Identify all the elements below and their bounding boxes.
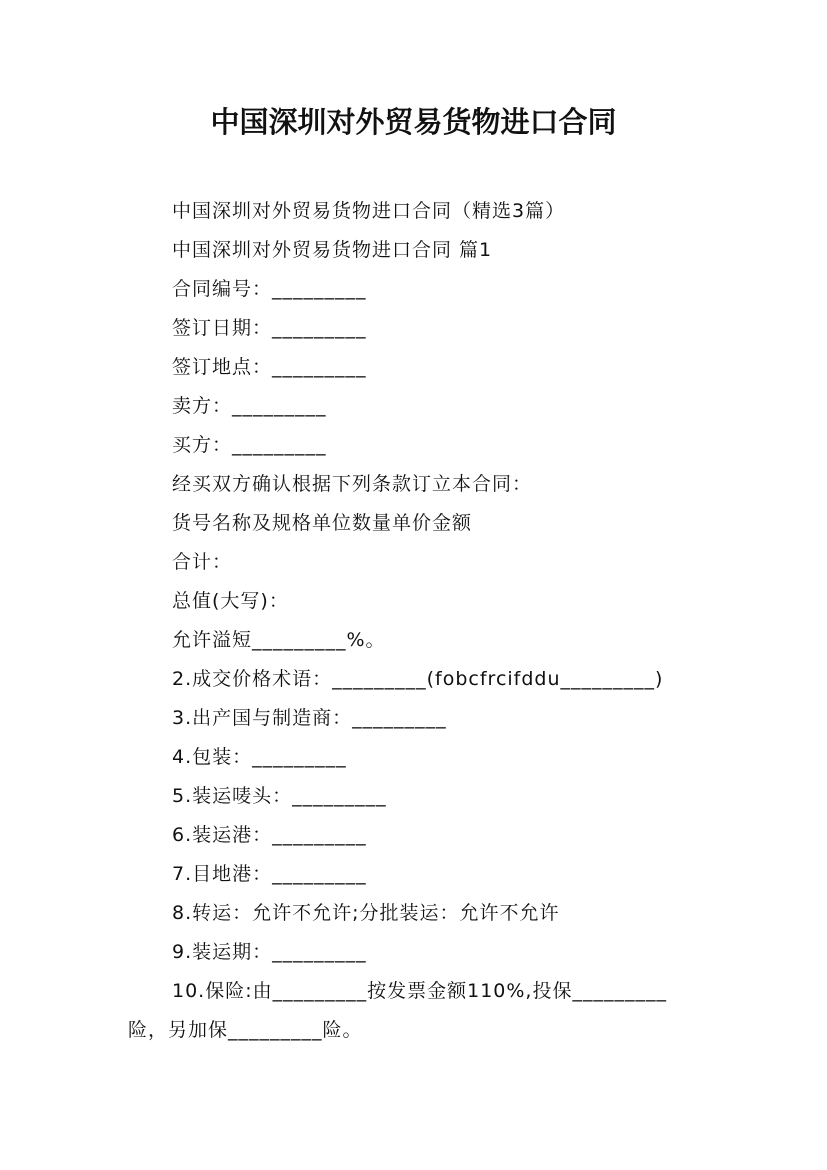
text-line-goods-header: 货号名称及规格单位数量单价金额 [172, 512, 473, 534]
text-line-total-words: 总值(大写)： [172, 590, 289, 612]
text-line-insurance-cont: 险，另加保_________险。 [128, 1019, 363, 1041]
document-title: 中国深圳对外贸易货物进口合同 [210, 105, 617, 139]
text-line-subtitle: 中国深圳对外贸易货物进口合同（精选3篇） [172, 200, 566, 222]
text-line-sign-date: 签订日期：_________ [172, 317, 367, 339]
text-line-sign-place: 签订地点：_________ [172, 356, 367, 378]
text-line-contract-no: 合同编号：_________ [172, 278, 367, 300]
text-line-marks: 5.装运唛头：_________ [172, 785, 387, 807]
text-line-total: 合计： [172, 551, 233, 573]
text-line-section: 中国深圳对外贸易货物进口合同 篇1 [172, 239, 493, 261]
text-line-packing: 4.包装：_________ [172, 746, 347, 768]
text-line-price-terms: 2.成交价格术语：_________(fobcfrcifddu_________) [172, 668, 664, 690]
text-line-buyer: 买方：_________ [172, 434, 327, 456]
text-line-agreement: 经买双方确认根据下列条款订立本合同： [172, 473, 533, 495]
text-line-shipment-time: 9.装运期：_________ [172, 941, 367, 963]
text-line-destination-port: 7.目地港：_________ [172, 863, 367, 885]
text-line-loading-port: 6.装运港：_________ [172, 824, 367, 846]
text-line-origin: 3.出产国与制造商：_________ [172, 707, 447, 729]
text-line-tolerance: 允许溢短_________%。 [172, 629, 386, 651]
text-line-transshipment: 8.转运：允许不允许;分批装运：允许不允许 [172, 902, 560, 924]
text-line-insurance: 10.保险:由_________按发票金额110%,投保_________ [172, 980, 667, 1002]
text-line-seller: 卖方：_________ [172, 395, 327, 417]
